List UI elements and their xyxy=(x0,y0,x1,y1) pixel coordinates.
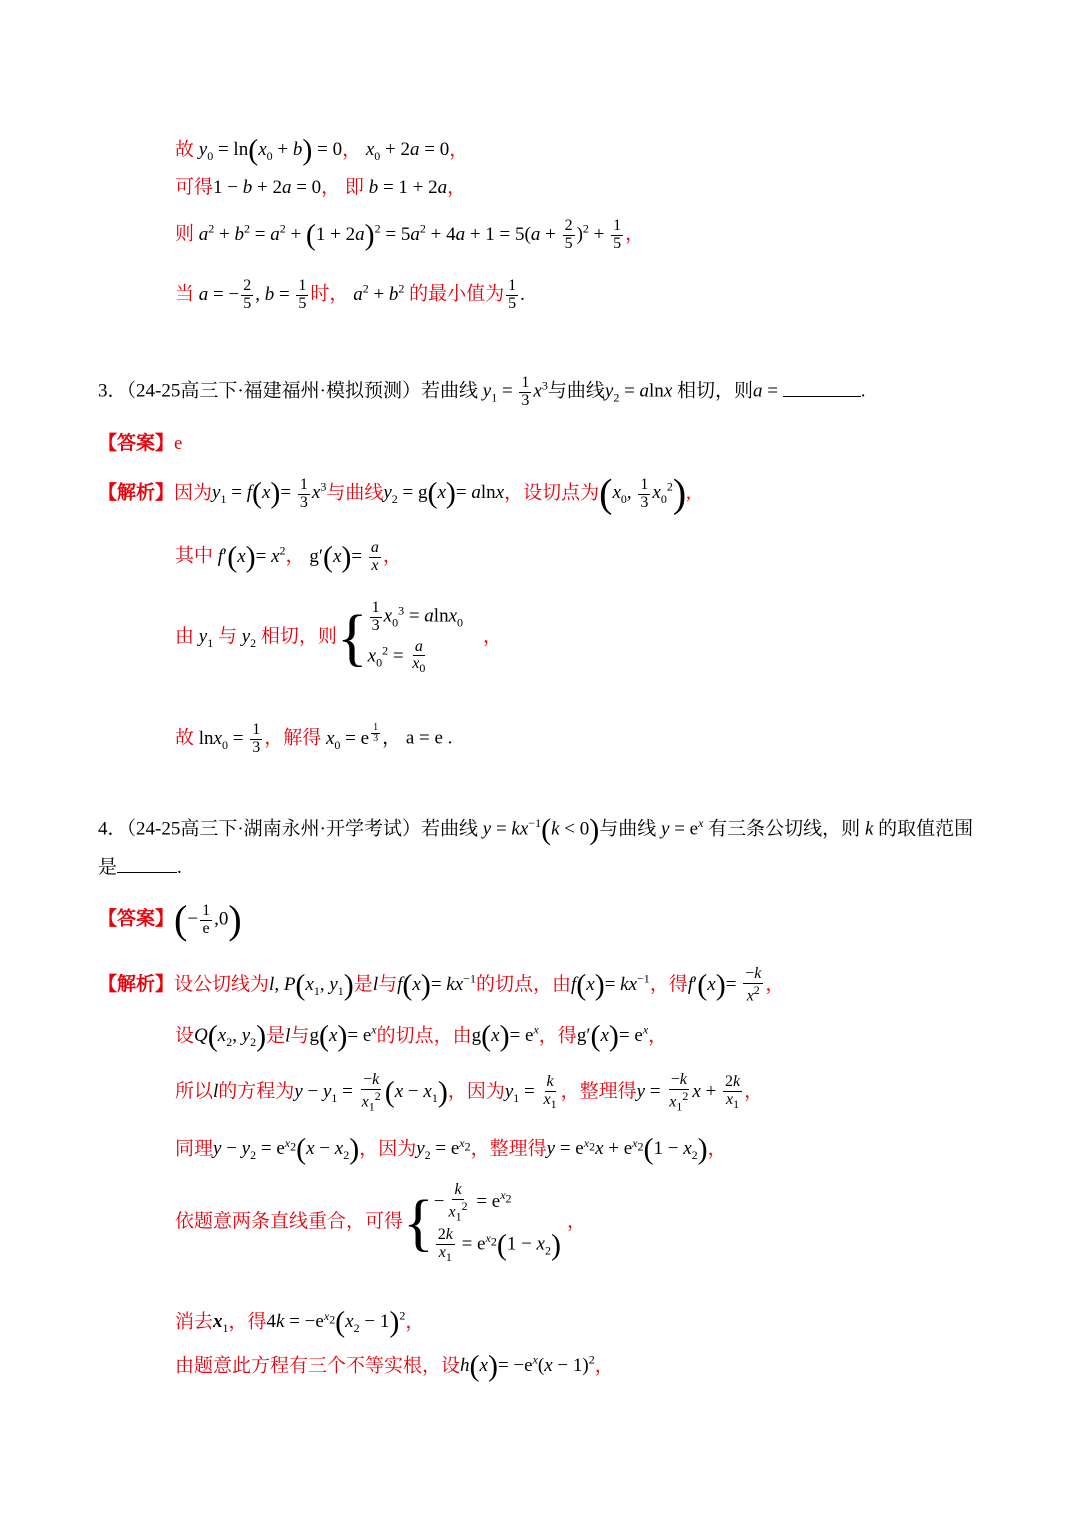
equation-system: $\frac{1}{3}$ $x_0^3 = alnx_0$ $x_0^2$ = $\frac{a}{x_0}$ xyxy=(367,599,464,676)
analysis-text: ，因为 xyxy=(359,1138,417,1160)
analysis-text: 设切点为 xyxy=(523,482,600,504)
analysis-text: 故 xyxy=(175,727,195,749)
question-4-analysis-5: 依题意两条直线重合，可得{ − $\frac{k}{x_1^2}$ = $e^{x_2}$ $\frac{2k}{x_1}$ = $e^{x_2}(1 - x_2)$ ， xyxy=(175,1181,586,1264)
analysis-text: 同理 xyxy=(175,1138,214,1160)
stem-text: 与曲线 xyxy=(547,380,605,402)
question-number: 3． xyxy=(98,380,127,402)
question-4-analysis-1: 【解析】设公切线为l, $P(x_1$, $y_1$)是l与$f(x)= kx^{-1}$的切点，由$f(x)= kx^{-1}$，得f′(x)= $\frac{-k}{x^2}$ ， xyxy=(98,965,785,1005)
solution-line-4: 当 a = − $\frac{2}{5}$ , b = $\frac{1}{5}$ 时， $a^2 + b^2$ 的最小值为 $\frac{1}{5}$ . xyxy=(175,277,525,312)
question-number: 4． xyxy=(98,818,127,840)
stem-text: 的取值范围 xyxy=(878,818,974,840)
stem-text: 若曲线 xyxy=(421,818,479,840)
analysis-text: 是 xyxy=(353,973,373,995)
answer-value: e xyxy=(174,433,183,454)
solution-line-3: 则 $a^2 + b^2 = a^2 + (1 + 2a)^2 = 5a^2 + 4a + 1 = 5(a$ + $\frac{2}{5}$ )$^2$ + $\frac{1}{5}$ ， xyxy=(175,217,645,252)
analysis-text: ，得 xyxy=(538,1025,577,1047)
analysis-text: 设 xyxy=(175,1025,195,1047)
question-source: （24-25高三下·福建福州·模拟预测） xyxy=(126,380,421,402)
solution-line-2: 可得1 − b + 2a = 0， 即 b = 1 + 2a， xyxy=(175,177,467,198)
question-3-analysis-4: 故 lnx$_0$ = $\frac{1}{3}$ ，解得 $x_0 = e$ $^{\frac{1}{3}}$ ， a = e . xyxy=(175,721,453,756)
analysis-text: 的切点，由 xyxy=(376,1025,472,1047)
analysis-text: ， a = e . xyxy=(382,727,453,749)
question-3-analysis-3: 由 $y_1$ 与 $y_2$ 相切，则{ $\frac{1}{3}$ $x_0^3 = alnx_0$ $x_0^2$ = $\frac{a}{x_0}$ ， xyxy=(175,599,503,676)
analysis-text: 是 xyxy=(266,1025,286,1047)
question-4-analysis-4: 同理$y - y_2 = e^{x_2}(x - x_2)$，因为$y_2 = e^{x_2}$，整理得$y = e^{x_2}x + e^{x_2}(1 - x_2)$， xyxy=(175,1133,727,1166)
analysis-text: 由 xyxy=(175,625,195,647)
question-3-answer xyxy=(98,434,182,453)
equation-system: − $\frac{k}{x_1^2}$ = $e^{x_2}$ $\frac{2k}{x_1}$ = $e^{x_2}(1 - x_2)$ xyxy=(433,1181,561,1264)
analysis-text: 其中 xyxy=(175,545,214,567)
question-4-analysis-7: 由题意此方程有三个不等实根，设$h(x)= -e^x(x - 1)^2$， xyxy=(175,1350,614,1383)
question-4-analysis-6: 消去$x_1$，得$4k = -e^{x_2}(x_2 - 1)^2$， xyxy=(175,1306,425,1339)
analysis-text: 依题意两条直线重合，可得 xyxy=(175,1211,404,1233)
analysis-text: 由题意此方程有三个不等实根，设 xyxy=(175,1355,461,1377)
analysis-text: 与 xyxy=(378,973,398,995)
math: $x_0 + 2a = 0$ xyxy=(365,139,450,164)
stem-text: 若曲线 xyxy=(421,380,479,402)
analysis-text: 消去 xyxy=(175,1311,214,1333)
analysis-text: ，得 xyxy=(649,973,688,995)
answer-blank xyxy=(783,396,861,397)
answer-blank xyxy=(117,872,177,873)
question-4-stem-cont: 是 . xyxy=(98,857,182,878)
answer-label: 【答案】 xyxy=(98,433,175,454)
question-source: （24-25高三下·湖南永州·开学考试） xyxy=(126,818,421,840)
analysis-text: ，整理得 xyxy=(560,1080,637,1102)
stem-text: 相切，则 xyxy=(677,380,754,402)
question-4-analysis-2: 设$Q(x_2$, $y_2$)是l与$g(x)= e^x$的切点，由$g(x)= e^x$，得$g'(x)= e^x$， xyxy=(175,1020,668,1053)
analysis-text: 的方程为 xyxy=(218,1080,295,1102)
stem-text: 与曲线 xyxy=(599,818,657,840)
question-3-stem: 3．（24-25高三下·福建福州·模拟预测）若曲线 $y_1$ = $\frac{1}{3}$ $x^3$与曲线$y_2 = alnx$ 相切，则a = . xyxy=(98,374,866,409)
analysis-text: 相切，则 xyxy=(260,625,337,647)
question-4-stem: 4．（24-25高三下·湖南永州·开学考试）若曲线 $y = kx^{-1}(k < 0)$与曲线 $y = e^x$ 有三条公切线，则 k 的取值范围 xyxy=(98,813,974,846)
answer-label: 【答案】 xyxy=(98,908,175,930)
question-4-analysis-3: 所以l的方程为$y - y_1$ = $\frac{-k}{x_1^2}$ $(x - x_1)$，因为$y_1$ = $\frac{k}{x_1}$ ，整理得y = $\frac{-k}{x_1^2}$ x + $\frac{2k}{x_1}$ ， xyxy=(175,1071,764,1114)
stem-text: 是 xyxy=(98,857,118,878)
question-4-answer: 【答案】(− $\frac{1}{e}$ ,0) xyxy=(98,897,242,942)
analysis-label: 【解析】 xyxy=(98,482,175,504)
analysis-text: 与曲线 xyxy=(326,482,384,504)
analysis-text: 与 xyxy=(290,1025,310,1047)
analysis-text: 所以 xyxy=(175,1080,214,1102)
analysis-text: ，得 xyxy=(228,1311,267,1333)
math: $y_0 = \ln(x_0 + b) = 0$ xyxy=(198,134,343,167)
text-gu: 故 xyxy=(175,139,199,161)
question-3-analysis-1: 【解析】因为$y_1 = f(x)=$ $\frac{1}{3}$ $x^3$与曲线$y_2 = g(x)= alnx$，设切点为($x_0$, $\frac{1}{3}$ $x_0^2$), xyxy=(98,471,691,516)
analysis-text: 设公切线为 xyxy=(174,973,270,995)
analysis-text: 因为 xyxy=(174,482,213,504)
stem-text: 有三条公切线，则 xyxy=(708,818,861,840)
analysis-label: 【解析】 xyxy=(98,973,175,995)
question-3-analysis-2: 其中 $f'(x)= x^2$， g′(x)= $\frac{a}{x}$ ， xyxy=(175,539,402,574)
analysis-text: 与 xyxy=(217,625,237,647)
solution-line-1: 故 $y_0 = \ln(x_0 + b) = 0$， $x_0 + 2a = 0$， xyxy=(175,134,469,167)
analysis-text: ，整理得 xyxy=(470,1138,547,1160)
analysis-text: 的切点，由 xyxy=(475,973,571,995)
analysis-text: ，因为 xyxy=(447,1080,505,1102)
analysis-text: ，解得 xyxy=(264,727,322,749)
